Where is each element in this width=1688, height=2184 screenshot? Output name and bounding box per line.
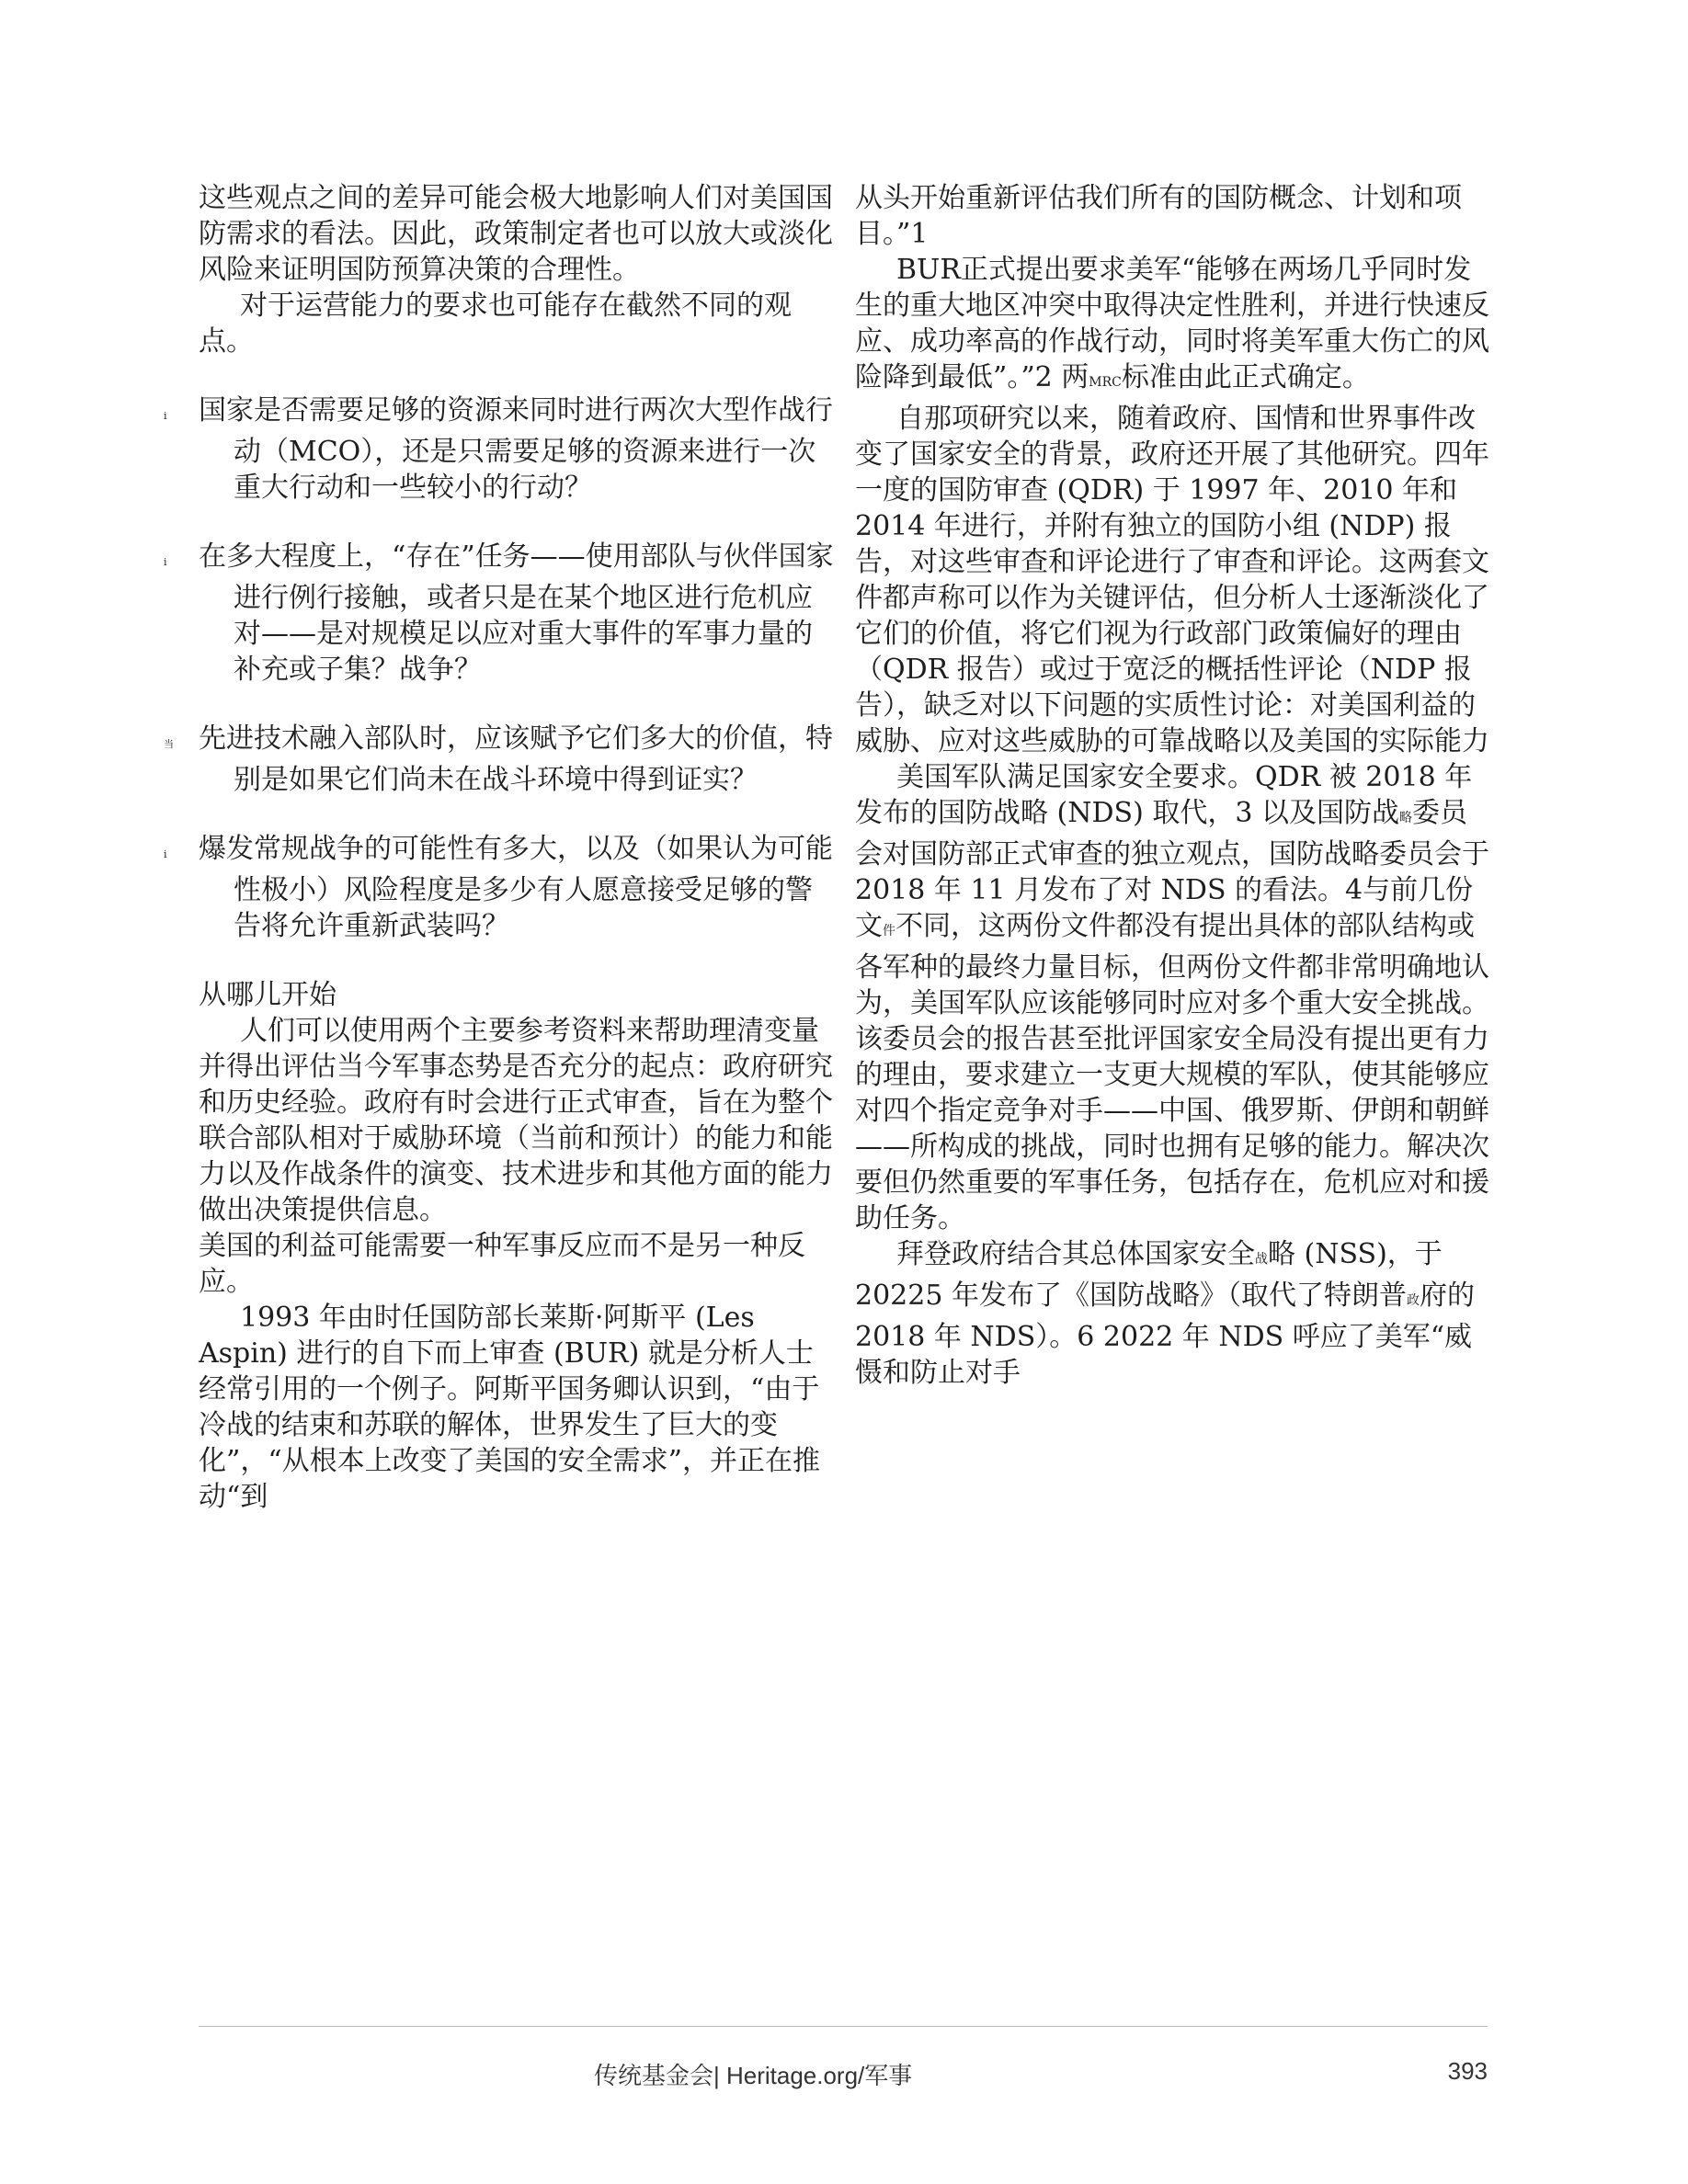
footer-source: 传统基金会| Heritage.org/军事 [594,2062,913,2089]
text-run: 委员会对国防部正式审查的独立观点，国防战略委员会于 2018 年 11 月发布了对 NDS 的看法。4与前几份文 [855,797,1489,942]
page-footer [199,2057,1488,2090]
list-item-text: 国家是否需要足够的资源来同时进行两次大型作战行动（MCO），还是只需要足够的资源来进行一次重大行动和一些较小的行动？ [199,394,833,504]
paragraph [855,759,1491,1236]
text-run-small: 略 [1398,811,1412,825]
section-heading: 从哪儿开始 [199,979,336,1011]
paragraph: 这些观点之间的差异可能会极大地影响人们对美国国防需求的看法。因此，政策制定者也可以放大或淡化风险来证明国防预算决策的合理性。 [199,182,833,286]
page-number: 393 [1447,2057,1488,2085]
text-run: 拜登政府结合其总体国家安全 [896,1238,1255,1270]
text-run-small: MRC [1089,375,1122,390]
paragraph: 美国的利益可能需要一种军事反应而不是另一种反应。 [199,1230,805,1298]
footer-divider [199,2026,1488,2027]
list-item: i 在多大程度上，“存在”任务——使用部队与伙伴国家进行例行接触，或者只是在某个地区进行危机应对——是对规模足以应对重大事件的军事力量的补充或子集？战争？ [164,540,834,686]
list-item-text: 在多大程度上，“存在”任务——使用部队与伙伴国家进行例行接触，或者只是在某个地区进行危机应对——是对规模足以应对重大事件的军事力量的补充或子集？战争？ [199,540,834,686]
paragraph: 对于运营能力的要求也可能存在截然不同的观点。 [199,290,792,358]
text-run: 标准由此正式确定。 [1121,361,1370,393]
text-run-small: 政 [1406,1293,1420,1308]
text-run: 美国军队满足国家安全要求。QDR 被 2018 年发布的国防战略 (NDS) 取代，3 以及国防战 [855,761,1473,829]
text-run-small: 战 [1255,1252,1268,1267]
paragraph [855,252,1491,401]
list-item-text: 先进技术融入部队时，应该赋予它们多大的价值，特别是如果它们尚未在战斗环境中得到证实？ [199,722,833,796]
text-run: 府的 2018 年 NDS）。6 2022 年 NDS 呼应了美军“威慑和防止对手 [855,1280,1475,1389]
text-run: BUR正式提出要求美军“能够在两场几乎同时发生的重大地区冲突中取得决定性胜利，并进行快速反应、成功率高的作战行动，同时将美军重大伤亡的风险降到最低”。”2 两 [855,254,1489,393]
paragraph: 1993 年由时任国防部长莱斯·阿斯平 (Les Aspin) 进行的自下而上审查 (BUR) 就是分析人士经常引用的一个例子。阿斯平国务卿认识到，“由于冷战的结束和苏联的解体，世界发生了巨大的变化”，“从根本上改变了美国的安全需求”，并正在推动“到 [199,1302,821,1513]
paragraph [855,1236,1491,1391]
list-item: 当 先进技术融入部队时，应该赋予它们多大的价值，特别是如果它们尚未在战斗环境中得到证实？ [164,722,833,796]
left-column [164,180,835,1515]
text-run: 不同，这两份文件都没有提出具体的部队结构或各军种的最终力量目标，但两份文件都非常明确地认为，美国军队应该能够同时应对多个重大安全挑战。该委员会的报告甚至批评国家安全局没有提出更有力的理由，要求建立一支更大规模的军队，使其能够应对四个指定竞争对手——中国、俄罗斯、伊朗和朝鲜——所构成的挑战，同时也拥有足够的能力。解决次要但仍然重要的军事任务，包括存在，危机应对和援助任务。 [855,910,1489,1234]
right-column [855,180,1491,1391]
text-run-small: 件 [883,924,895,938]
paragraph: 人们可以使用两个主要参考资料来帮助理清变量并得出评估当今军事态势是否充分的起点：政府研究和历史经验。政府有时会进行正式审查，旨在为整个联合部队相对于威胁环境（当前和预计）的能力和能力以及作战条件的演变、技术进步和其他方面的能力做出决策提供信息。 [199,1015,833,1226]
list-item-text: 爆发常规战争的可能性有多大，以及（如果认为可能性极小）风险程度是多少有人愿意接受足够的警告将允许重新武装吗？ [199,833,833,942]
list-item: i 国家是否需要足够的资源来同时进行两次大型作战行动（MCO），还是只需要足够的资源来进行一次重大行动和一些较小的行动？ [164,394,833,504]
list-item: i 爆发常规战争的可能性有多大，以及（如果认为可能性极小）风险程度是多少有人愿意接受足够的警告将允许重新武装吗？ [164,833,833,942]
paragraph: 自那项研究以来，随着政府、国情和世界事件改变了国家安全的背景，政府还开展了其他研究。四年一度的国防审查 (QDR) 于 1997 年、2010 年和 2014 年进行，并附有独立的国防小组 (NDP) 报告，对这些审查和评论进行了审查和评论。这两套文件都声称可以作为关键评估，但分析人士逐渐淡化了它们的价值，将它们视为行政部门政策偏好的理由（QDR 报告）或过于宽泛的概括性评论（NDP 报告），缺乏对以下问题的实质性讨论：对美国利益的威胁、应对这些威胁的可靠战略以及美国的实际能力 [855,403,1489,757]
text-run: 略 (NSS)，于 20225 年发布了《国防战略》（取代了特朗普 [855,1238,1443,1312]
paragraph: 从头开始重新评估我们所有的国防概念、计划和项目。”1 [855,182,1462,250]
